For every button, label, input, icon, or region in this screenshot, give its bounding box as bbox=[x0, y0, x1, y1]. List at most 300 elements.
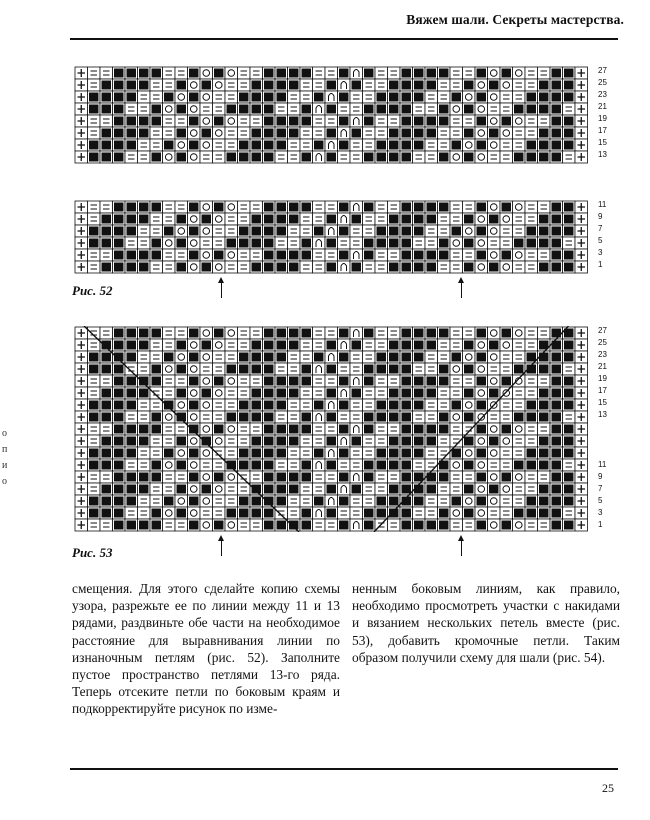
chart-cell bbox=[438, 411, 451, 423]
chart-cell bbox=[575, 237, 588, 249]
chart-cell bbox=[75, 471, 88, 483]
chart-cell bbox=[350, 507, 363, 519]
chart-cell bbox=[313, 261, 326, 273]
chart-cell bbox=[163, 363, 176, 375]
chart-cell bbox=[325, 237, 338, 249]
chart-cell bbox=[150, 399, 163, 411]
chart-cell bbox=[538, 249, 551, 261]
chart-cell bbox=[188, 139, 201, 151]
chart-cell bbox=[363, 139, 376, 151]
chart-cell bbox=[575, 351, 588, 363]
chart-cell bbox=[400, 387, 413, 399]
chart-cell bbox=[563, 213, 576, 225]
chart-cell bbox=[250, 79, 263, 91]
chart-cell bbox=[388, 495, 401, 507]
chart-cell bbox=[213, 375, 226, 387]
chart-cell bbox=[188, 225, 201, 237]
chart-cell bbox=[163, 213, 176, 225]
chart-cell bbox=[250, 115, 263, 127]
chart-cell bbox=[538, 471, 551, 483]
chart-cell bbox=[300, 435, 313, 447]
chart-cell bbox=[363, 507, 376, 519]
chart-cell bbox=[175, 399, 188, 411]
chart-cell bbox=[88, 435, 101, 447]
chart-cell bbox=[563, 225, 576, 237]
chart-cell bbox=[100, 115, 113, 127]
chart-cell bbox=[75, 151, 88, 163]
chart-cell bbox=[250, 507, 263, 519]
chart-cell bbox=[188, 495, 201, 507]
chart-cell bbox=[88, 387, 101, 399]
chart-cell bbox=[563, 411, 576, 423]
chart-cell bbox=[550, 351, 563, 363]
chart-cell bbox=[338, 79, 351, 91]
chart-cell bbox=[575, 91, 588, 103]
chart-cell bbox=[575, 423, 588, 435]
chart-cell bbox=[538, 519, 551, 531]
chart-cell bbox=[238, 79, 251, 91]
chart-cell bbox=[475, 447, 488, 459]
chart-cell bbox=[338, 507, 351, 519]
chart-cell bbox=[388, 507, 401, 519]
chart-cell bbox=[363, 351, 376, 363]
chart-cell bbox=[388, 387, 401, 399]
chart-cell bbox=[363, 237, 376, 249]
chart-cell bbox=[88, 471, 101, 483]
chart-cell bbox=[475, 261, 488, 273]
chart-cell bbox=[250, 387, 263, 399]
chart-cell bbox=[550, 459, 563, 471]
chart-cell bbox=[200, 363, 213, 375]
chart-cell bbox=[400, 339, 413, 351]
chart-cell bbox=[150, 507, 163, 519]
chart-cell bbox=[388, 201, 401, 213]
chart-cell bbox=[225, 225, 238, 237]
chart-cell bbox=[413, 225, 426, 237]
chart-cell bbox=[463, 237, 476, 249]
chart-cell bbox=[500, 435, 513, 447]
chart-cell bbox=[575, 67, 588, 79]
chart-cell bbox=[488, 471, 501, 483]
chart-cell bbox=[200, 375, 213, 387]
chart-cell bbox=[525, 237, 538, 249]
chart-cell bbox=[138, 423, 151, 435]
chart-cell bbox=[475, 139, 488, 151]
chart-cell bbox=[300, 447, 313, 459]
chart-cell bbox=[388, 261, 401, 273]
chart-cell bbox=[350, 151, 363, 163]
chart-cell bbox=[413, 249, 426, 261]
chart-cell bbox=[175, 471, 188, 483]
chart-cell bbox=[263, 139, 276, 151]
chart-cell bbox=[575, 399, 588, 411]
chart-cell bbox=[213, 79, 226, 91]
chart-cell bbox=[538, 447, 551, 459]
chart-cell bbox=[413, 213, 426, 225]
chart-cell bbox=[400, 79, 413, 91]
chart-cell bbox=[88, 225, 101, 237]
chart-cell bbox=[388, 519, 401, 531]
chart-cell bbox=[450, 225, 463, 237]
chart-cell bbox=[188, 261, 201, 273]
chart-cell bbox=[313, 249, 326, 261]
chart-cell bbox=[75, 363, 88, 375]
chart-cell bbox=[138, 261, 151, 273]
chart-cell bbox=[275, 225, 288, 237]
chart-cell bbox=[150, 79, 163, 91]
chart-cell bbox=[550, 471, 563, 483]
chart-cell bbox=[238, 339, 251, 351]
chart-cell bbox=[113, 91, 126, 103]
chart-cell bbox=[563, 459, 576, 471]
chart-cell bbox=[300, 115, 313, 127]
chart-cell bbox=[188, 213, 201, 225]
chart-cell bbox=[375, 387, 388, 399]
chart-cell bbox=[388, 351, 401, 363]
chart-cell bbox=[525, 201, 538, 213]
chart-cell bbox=[425, 411, 438, 423]
chart-cell bbox=[200, 519, 213, 531]
chart-cell bbox=[313, 151, 326, 163]
chart-cell bbox=[125, 507, 138, 519]
chart-cell bbox=[75, 127, 88, 139]
chart-cell bbox=[425, 507, 438, 519]
chart-cell bbox=[363, 127, 376, 139]
chart-cell bbox=[450, 375, 463, 387]
chart-cell bbox=[488, 237, 501, 249]
chart-cell bbox=[500, 339, 513, 351]
chart-cell bbox=[525, 249, 538, 261]
chart-cell bbox=[463, 79, 476, 91]
chart-cell bbox=[550, 387, 563, 399]
chart-cell bbox=[275, 483, 288, 495]
chart-cell bbox=[488, 363, 501, 375]
chart-cell bbox=[463, 375, 476, 387]
chart-cell bbox=[563, 351, 576, 363]
chart-cell bbox=[213, 115, 226, 127]
row-label: 7 bbox=[598, 484, 603, 493]
chart-cell bbox=[538, 237, 551, 249]
chart-cell bbox=[550, 249, 563, 261]
chart-cell bbox=[400, 127, 413, 139]
chart-cell bbox=[300, 91, 313, 103]
chart-cell bbox=[75, 483, 88, 495]
chart-cell bbox=[325, 327, 338, 339]
chart-cell bbox=[163, 225, 176, 237]
chart-cell bbox=[375, 91, 388, 103]
chart-cell bbox=[375, 67, 388, 79]
chart-cell bbox=[450, 151, 463, 163]
chart-cell bbox=[488, 435, 501, 447]
chart-cell bbox=[563, 471, 576, 483]
chart-cell bbox=[400, 351, 413, 363]
chart-cell bbox=[525, 261, 538, 273]
chart-cell bbox=[513, 225, 526, 237]
margin-letter: и bbox=[2, 460, 8, 471]
chart-cell bbox=[200, 459, 213, 471]
chart-cell bbox=[563, 495, 576, 507]
chart-cell bbox=[150, 237, 163, 249]
chart-cell bbox=[88, 507, 101, 519]
chart-cell bbox=[400, 327, 413, 339]
chart-cell bbox=[575, 435, 588, 447]
chart-cell bbox=[125, 351, 138, 363]
chart-cell bbox=[263, 387, 276, 399]
chart-cell bbox=[325, 399, 338, 411]
chart-cell bbox=[138, 115, 151, 127]
chart-cell bbox=[550, 103, 563, 115]
chart-cell bbox=[275, 151, 288, 163]
chart-cell bbox=[113, 423, 126, 435]
chart-cell bbox=[313, 519, 326, 531]
chart-cell bbox=[325, 225, 338, 237]
chart-cell bbox=[513, 115, 526, 127]
chart-cell bbox=[113, 375, 126, 387]
chart-cell bbox=[88, 327, 101, 339]
row-label: 27 bbox=[598, 66, 607, 75]
chart-cell bbox=[425, 91, 438, 103]
chart-cell bbox=[175, 225, 188, 237]
chart-cell bbox=[450, 115, 463, 127]
chart-cell bbox=[88, 237, 101, 249]
chart-cell bbox=[463, 519, 476, 531]
chart-cell bbox=[538, 91, 551, 103]
chart-cell bbox=[463, 459, 476, 471]
chart-cell bbox=[413, 351, 426, 363]
chart-cell bbox=[100, 67, 113, 79]
chart-cell bbox=[238, 435, 251, 447]
chart-cell bbox=[188, 67, 201, 79]
chart-cell bbox=[500, 115, 513, 127]
chart-cell bbox=[575, 201, 588, 213]
chart-cell bbox=[438, 213, 451, 225]
chart-cell bbox=[475, 459, 488, 471]
chart-cell bbox=[263, 471, 276, 483]
chart-cell bbox=[200, 399, 213, 411]
chart-cell bbox=[175, 519, 188, 531]
chart-cell bbox=[225, 423, 238, 435]
chart-cell bbox=[188, 507, 201, 519]
chart-cell bbox=[188, 115, 201, 127]
chart-cell bbox=[263, 447, 276, 459]
chart-cell bbox=[550, 79, 563, 91]
chart-cell bbox=[350, 363, 363, 375]
chart-cell bbox=[188, 519, 201, 531]
chart-cell bbox=[150, 127, 163, 139]
chart-cell bbox=[400, 435, 413, 447]
chart-cell bbox=[325, 363, 338, 375]
chart-cell bbox=[75, 213, 88, 225]
chart-cell bbox=[375, 351, 388, 363]
chart-cell bbox=[363, 201, 376, 213]
chart-cell bbox=[150, 435, 163, 447]
chart-cell bbox=[338, 447, 351, 459]
chart-cell bbox=[225, 519, 238, 531]
chart-cell bbox=[388, 447, 401, 459]
chart-cell bbox=[225, 351, 238, 363]
chart-cell bbox=[450, 139, 463, 151]
chart-cell bbox=[288, 387, 301, 399]
chart-cell bbox=[538, 127, 551, 139]
chart-cell bbox=[138, 351, 151, 363]
chart-cell bbox=[325, 411, 338, 423]
chart-cell bbox=[388, 363, 401, 375]
chart-cell bbox=[288, 435, 301, 447]
chart-cell bbox=[275, 507, 288, 519]
chart-cell bbox=[313, 471, 326, 483]
chart-cell bbox=[138, 399, 151, 411]
chart-cell bbox=[250, 459, 263, 471]
chart-cell bbox=[238, 103, 251, 115]
chart-cell bbox=[225, 363, 238, 375]
chart-cell bbox=[463, 399, 476, 411]
chart-cell bbox=[300, 237, 313, 249]
chart-cell bbox=[163, 423, 176, 435]
chart-cell bbox=[400, 459, 413, 471]
chart-cell bbox=[425, 459, 438, 471]
chart-cell bbox=[213, 423, 226, 435]
chart-cell bbox=[200, 115, 213, 127]
chart-cell bbox=[338, 127, 351, 139]
chart-cell bbox=[500, 471, 513, 483]
chart-cell bbox=[125, 115, 138, 127]
chart-cell bbox=[150, 375, 163, 387]
chart-cell bbox=[500, 201, 513, 213]
chart-cell bbox=[150, 447, 163, 459]
up-arrow bbox=[461, 282, 462, 298]
chart-cell bbox=[563, 375, 576, 387]
chart-cell bbox=[413, 237, 426, 249]
chart-cell bbox=[413, 411, 426, 423]
chart-cell bbox=[425, 261, 438, 273]
chart-cell bbox=[475, 67, 488, 79]
chart-cell bbox=[113, 411, 126, 423]
chart-cell bbox=[538, 411, 551, 423]
chart-cell bbox=[225, 201, 238, 213]
chart-cell bbox=[238, 91, 251, 103]
chart-cell bbox=[300, 261, 313, 273]
chart-cell bbox=[100, 103, 113, 115]
chart-cell bbox=[113, 67, 126, 79]
chart-cell bbox=[438, 387, 451, 399]
chart-cell bbox=[275, 261, 288, 273]
chart-cell bbox=[88, 79, 101, 91]
chart-cell bbox=[313, 213, 326, 225]
chart-cell bbox=[450, 79, 463, 91]
chart-cell bbox=[325, 127, 338, 139]
chart-cell bbox=[125, 67, 138, 79]
chart-cell bbox=[313, 139, 326, 151]
chart-cell bbox=[138, 249, 151, 261]
chart-cell bbox=[413, 519, 426, 531]
chart-cell bbox=[113, 139, 126, 151]
chart-cell bbox=[550, 375, 563, 387]
chart-cell bbox=[100, 127, 113, 139]
chart-cell bbox=[75, 225, 88, 237]
chart-cell bbox=[250, 471, 263, 483]
chart-cell bbox=[213, 387, 226, 399]
text-column-right bbox=[352, 580, 620, 666]
chart-cell bbox=[163, 139, 176, 151]
chart-cell bbox=[400, 363, 413, 375]
chart-cell bbox=[438, 139, 451, 151]
chart-cell bbox=[88, 139, 101, 151]
chart-cell bbox=[300, 225, 313, 237]
chart-cell bbox=[350, 435, 363, 447]
chart-cell bbox=[313, 127, 326, 139]
chart-cell bbox=[138, 151, 151, 163]
chart-fig52 bbox=[74, 200, 589, 274]
chart-cell bbox=[463, 213, 476, 225]
chart-cell bbox=[400, 225, 413, 237]
chart-cell bbox=[275, 115, 288, 127]
chart-cell bbox=[313, 79, 326, 91]
chart-cell bbox=[325, 201, 338, 213]
paragraph: ненным боковым линиям, как правило, необходимо просмотреть участки с накидами и вязанием нескольких петель вместе (рис. 53), добавить кромочные петли. Таким образом получили схему для шали (рис. 54). bbox=[352, 581, 620, 665]
chart-cell bbox=[163, 249, 176, 261]
chart-cell bbox=[475, 103, 488, 115]
chart-cell bbox=[325, 213, 338, 225]
chart-cell bbox=[450, 399, 463, 411]
chart-cell bbox=[100, 351, 113, 363]
chart-cell bbox=[225, 459, 238, 471]
chart-cell bbox=[375, 151, 388, 163]
chart-cell bbox=[213, 237, 226, 249]
chart-cell bbox=[325, 507, 338, 519]
chart-cell bbox=[263, 225, 276, 237]
chart-cell bbox=[375, 213, 388, 225]
chart-cell bbox=[288, 423, 301, 435]
chart-cell bbox=[300, 151, 313, 163]
chart-cell bbox=[225, 103, 238, 115]
chart-cell bbox=[238, 327, 251, 339]
chart-cell bbox=[275, 249, 288, 261]
chart-cell bbox=[338, 91, 351, 103]
chart-cell bbox=[88, 213, 101, 225]
chart-cell bbox=[125, 399, 138, 411]
chart-cell bbox=[538, 387, 551, 399]
chart-cell bbox=[463, 363, 476, 375]
chart-cell bbox=[550, 225, 563, 237]
chart-cell bbox=[138, 435, 151, 447]
chart-cell bbox=[325, 115, 338, 127]
chart-cell bbox=[150, 387, 163, 399]
chart-cell bbox=[338, 495, 351, 507]
chart-cell bbox=[463, 249, 476, 261]
chart-cell bbox=[100, 387, 113, 399]
chart-cell bbox=[438, 115, 451, 127]
chart-cell bbox=[475, 201, 488, 213]
chart-cell bbox=[425, 151, 438, 163]
chart-cell bbox=[550, 115, 563, 127]
chart-cell bbox=[488, 201, 501, 213]
chart-cell bbox=[475, 435, 488, 447]
chart-cell bbox=[300, 351, 313, 363]
chart-cell bbox=[138, 411, 151, 423]
chart-cell bbox=[313, 399, 326, 411]
chart-cell bbox=[463, 201, 476, 213]
chart-cell bbox=[350, 327, 363, 339]
chart-cell bbox=[225, 151, 238, 163]
chart-cell bbox=[513, 411, 526, 423]
chart-cell bbox=[225, 375, 238, 387]
chart-cell bbox=[338, 435, 351, 447]
chart-cell bbox=[450, 495, 463, 507]
chart-cell bbox=[575, 339, 588, 351]
chart-cell bbox=[550, 139, 563, 151]
chart-cell bbox=[288, 139, 301, 151]
chart-cell bbox=[500, 127, 513, 139]
